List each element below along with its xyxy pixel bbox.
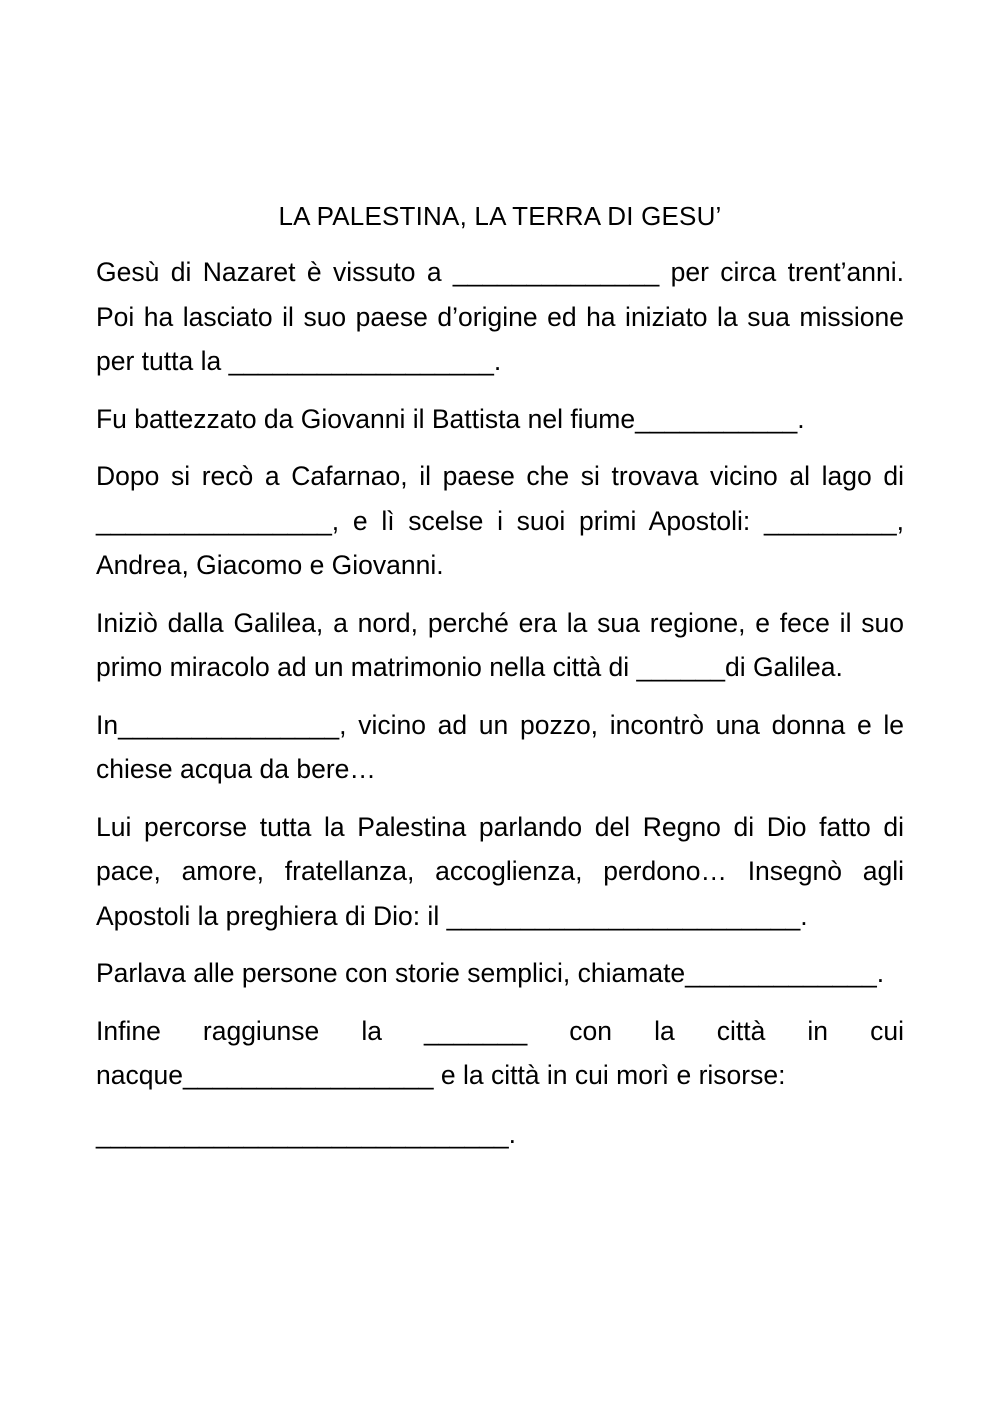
paragraph-infine: Infine raggiunse la _______ con la città in cui nacque_________________ e la città in cui morì e risorse: xyxy=(96,1015,904,1090)
paragraph-cafarnao: Dopo si recò a Cafarnao, il paese che si trovava vicino al lago di ________________, e lì scelse i suoi primi Apostoli: _________, Andrea, Giacomo e Giovanni. xyxy=(96,461,904,580)
worksheet-page xyxy=(96,196,904,1156)
paragraph-nazaret: Gesù di Nazaret è vissuto a ______________ per circa trent’anni. Poi ha lasciato il suo paese d’origine ed ha iniziato la sua missione per tutta la __________________. xyxy=(96,257,904,376)
final-answer-line: ____________________________. xyxy=(96,1118,517,1149)
paragraph-battesimo: Fu battezzato da Giovanni il Battista nel fiume___________. xyxy=(96,403,805,434)
paragraph-storie: Parlava alle persone con storie semplici, chiamate_____________. xyxy=(96,958,885,988)
paragraph-galilea: Iniziò dalla Galilea, a nord, perché era la sua regione, e fece il suo primo miracolo ad un matrimonio nella città di ______di Galilea. xyxy=(96,607,904,682)
paragraph-pozzo: In_______________, vicino ad un pozzo, incontrò una donna e le chiese acqua da bere… xyxy=(96,709,904,784)
page-title: LA PALESTINA, LA TERRA DI GESU’ xyxy=(278,201,722,231)
paragraph-regno-di-dio: Lui percorse tutta la Palestina parlando del Regno di Dio fatto di pace, amore, fratellanza, accoglienza, perdono… Insegnò agli Apostoli la preghiera di Dio: il ________________________. xyxy=(96,811,904,931)
